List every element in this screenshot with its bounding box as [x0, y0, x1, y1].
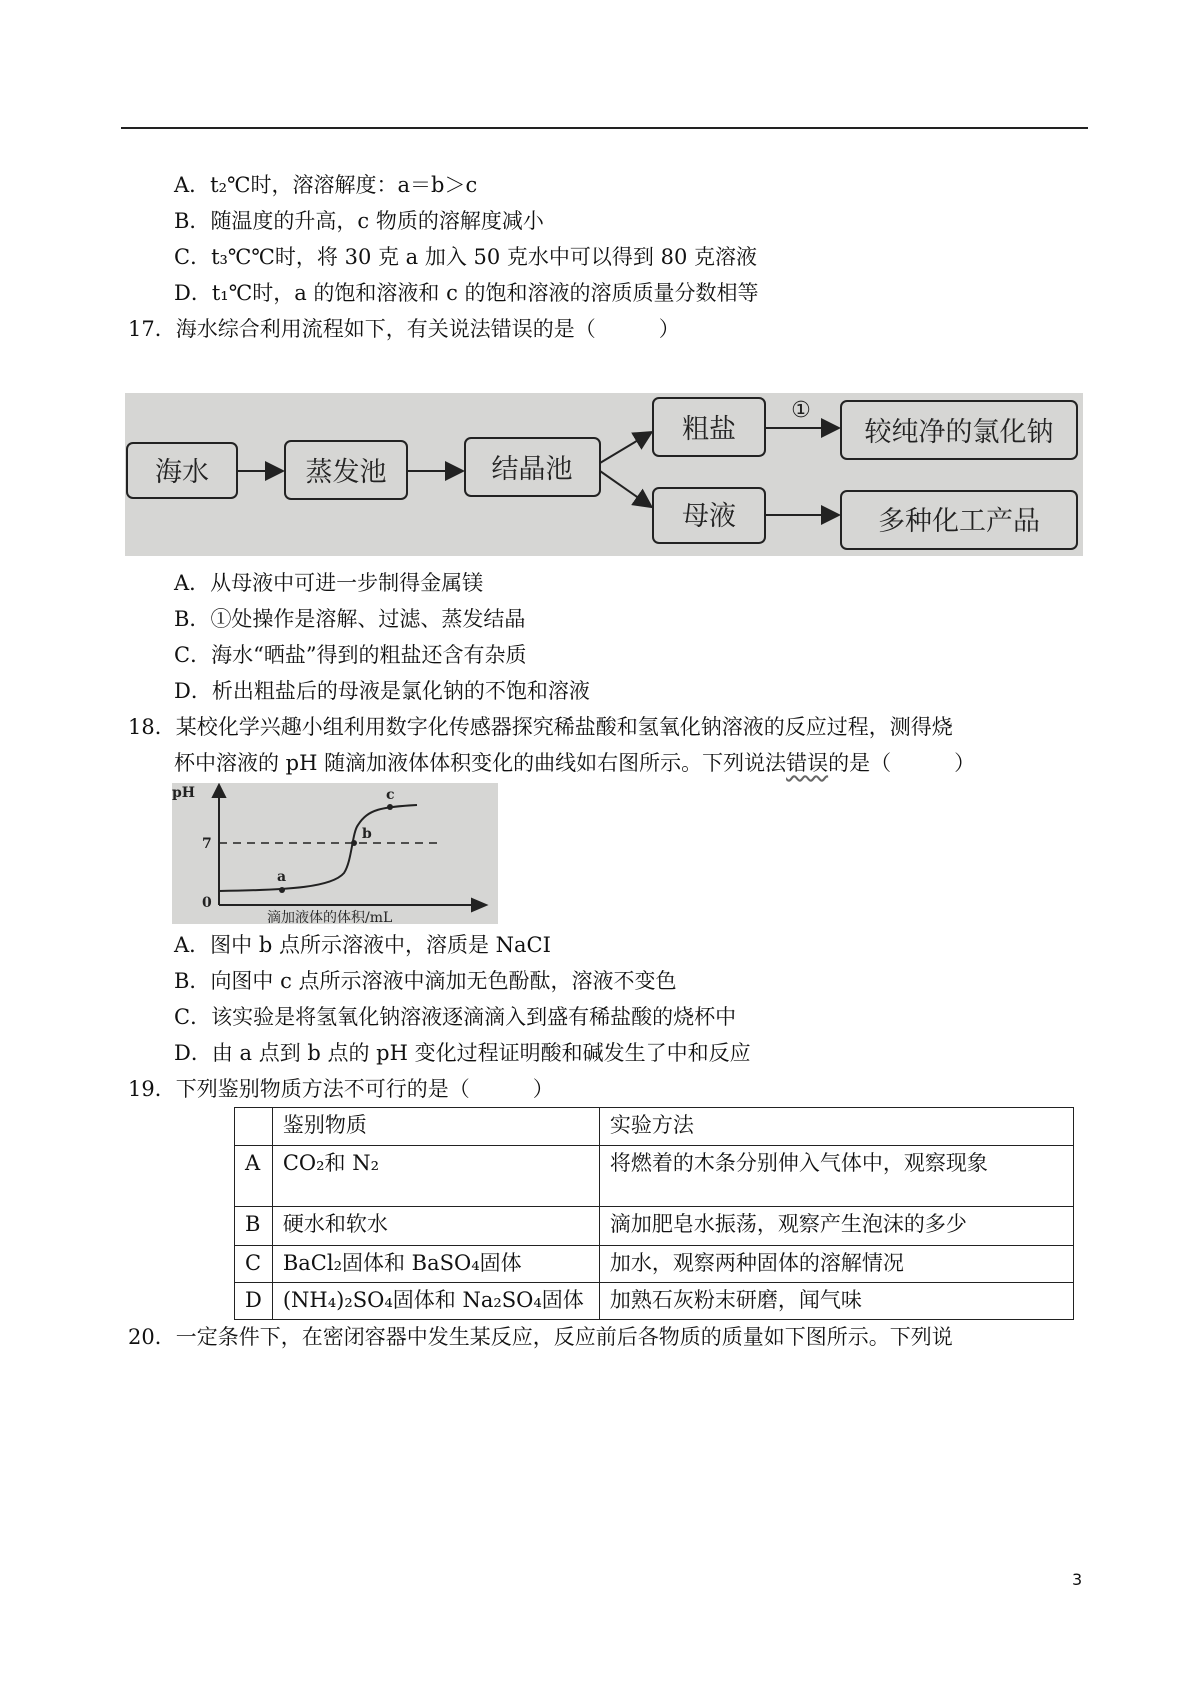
node-chemical-products: 多种化工产品 [878, 506, 1040, 537]
header-rule [121, 127, 1088, 129]
q18-option-b: B．向图中 c 点所示溶液中滴加无色酚酞，溶液不变色 [174, 969, 677, 993]
table-row [235, 1283, 1074, 1320]
seawater-flow-diagram [125, 393, 1083, 556]
node-pure-nacl: 较纯净的氯化钠 [864, 417, 1054, 448]
q19-stem: 19．下列鉴别物质方法不可行的是（ ） [128, 1077, 554, 1101]
header-substances: 鉴别物质 [272, 1108, 599, 1146]
q16-option-d: D．t₁℃时，a 的饱和溶液和 c 的饱和溶液的溶质质量分数相等 [174, 281, 759, 305]
row-label: A [235, 1146, 273, 1207]
step-1-label: ① [791, 398, 811, 423]
point-b-label: b [362, 826, 372, 842]
q18-stem-line2: 杯中溶液的 pH 随滴加液体体积变化的曲线如右图所示。下列说法错误的是（ ） [174, 751, 976, 775]
row-label: C [235, 1246, 273, 1283]
node-mother-liquor: 母液 [682, 501, 736, 532]
q20-stem: 20．一定条件下，在密闭容器中发生某反应，反应前后各物质的质量如下图所示。下列说 [128, 1325, 953, 1349]
table-row [235, 1146, 1074, 1207]
q16-option-a: A．t₂℃时，溶溶解度：a＝b＞c [174, 173, 478, 197]
y-axis-label: pH [172, 785, 196, 801]
ph-curve-graph [172, 783, 498, 924]
row-method: 滴加肥皂水振荡，观察产生泡沫的多少 [599, 1207, 1073, 1246]
q16-option-c: C．t₃℃℃时，将 30 克 a 加入 50 克水中可以得到 80 克溶液 [174, 245, 758, 269]
x-axis-label: 滴加液体的体积/mL [267, 910, 393, 924]
q17-option-b: B．①处操作是溶解、过滤、蒸发结晶 [174, 607, 526, 631]
origin-label: 0 [202, 895, 212, 911]
row-substances: BaCl₂固体和 BaSO₄固体 [272, 1246, 599, 1283]
q18-stem-line1: 18．某校化学兴趣小组利用数字化传感器探究稀盐酸和氢氧化钠溶液的反应过程，测得烧 [128, 715, 953, 739]
q18-option-a: A．图中 b 点所示溶液中，溶质是 NaCI [174, 933, 551, 957]
row-method: 加水，观察两种固体的溶解情况 [599, 1246, 1073, 1283]
q18-option-c: C．该实验是将氢氧化钠溶液逐滴滴入到盛有稀盐酸的烧杯中 [174, 1005, 737, 1029]
q16-option-b: B．随温度的升高，c 物质的溶解度减小 [174, 209, 544, 233]
row-method: 将燃着的木条分别伸入气体中，观察现象 [599, 1146, 1073, 1207]
row-label: D [235, 1283, 273, 1320]
table-row [235, 1207, 1074, 1246]
q17-option-c: C．海水“晒盐”得到的粗盐还含有杂质 [174, 643, 527, 667]
header-method: 实验方法 [599, 1108, 1073, 1146]
q17-option-d: D．析出粗盐后的母液是氯化钠的不饱和溶液 [174, 679, 590, 703]
table-row [235, 1246, 1074, 1283]
row-method: 加熟石灰粉末研磨，闻气味 [599, 1283, 1073, 1320]
header-blank [235, 1108, 273, 1146]
row-substances: 硬水和软水 [272, 1207, 599, 1246]
y-tick-7: 7 [202, 836, 212, 852]
q18-option-d: D．由 a 点到 b 点的 pH 变化过程证明酸和碱发生了中和反应 [174, 1041, 751, 1065]
node-evaporation-pond: 蒸发池 [305, 457, 387, 488]
identification-table [234, 1107, 1074, 1320]
row-substances: (NH₄)₂SO₄固体和 Na₂SO₄固体 [272, 1283, 599, 1320]
page-number: 3 [1072, 1570, 1083, 1589]
node-seawater: 海水 [155, 457, 209, 488]
node-crude-salt: 粗盐 [682, 414, 736, 445]
node-crystallization-pond: 结晶池 [491, 454, 573, 485]
point-a-label: a [277, 869, 287, 885]
row-substances: CO₂和 N₂ [272, 1146, 599, 1207]
point-c-label: c [386, 787, 395, 803]
q17-option-a: A．从母液中可进一步制得金属镁 [174, 571, 484, 595]
table-header-row [235, 1108, 1074, 1146]
q17-stem: 17．海水综合利用流程如下，有关说法错误的是（ ） [128, 317, 680, 341]
row-label: B [235, 1207, 273, 1246]
